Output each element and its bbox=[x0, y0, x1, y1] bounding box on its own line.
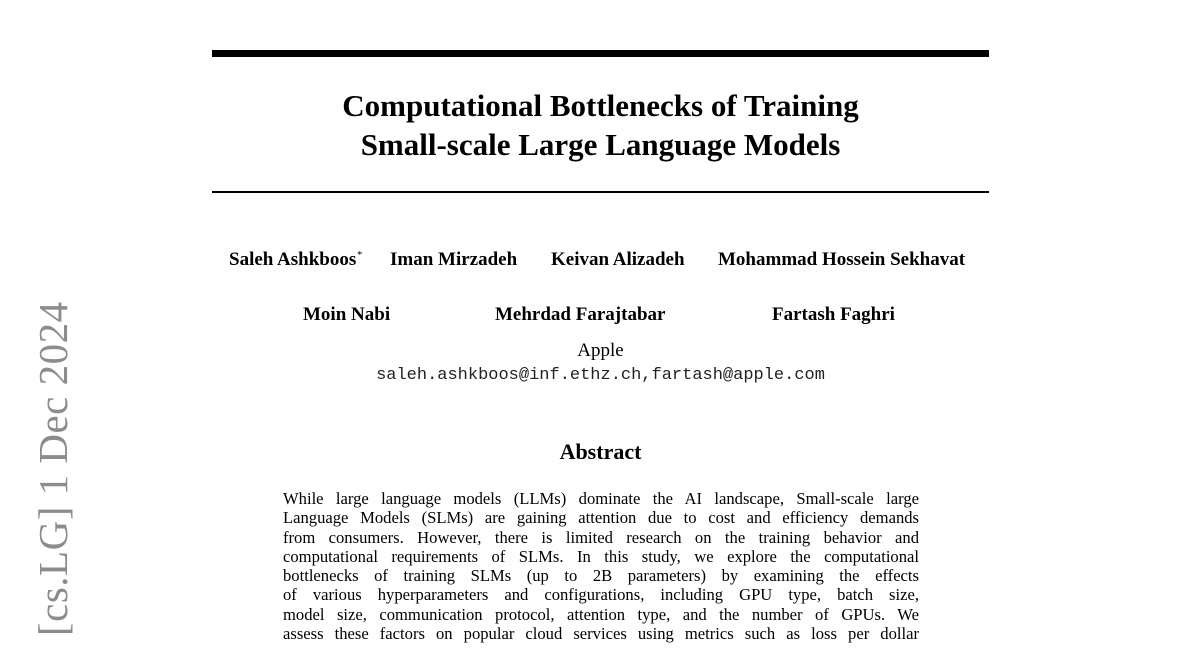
title-bottom-rule bbox=[212, 191, 989, 193]
abstract-line: While large language models (LLMs) dominate the AI landscape, Small-scale large bbox=[283, 489, 919, 508]
abstract-heading: Abstract bbox=[559, 439, 642, 464]
footnote-mark: * bbox=[357, 250, 363, 261]
abstract-line: bottlenecks of training SLMs (up to 2B parameters) by examining the effects bbox=[283, 566, 919, 586]
abstract-line: from consumers. However, there is limited research on the training behavior and bbox=[283, 527, 919, 547]
abstract-body bbox=[283, 489, 919, 643]
abstract-line: model size, communication protocol, attention type, and the number of GPUs. We bbox=[283, 604, 919, 624]
abstract-line: computational requirements of SLMs. In this study, we explore the computational bbox=[283, 546, 919, 566]
author-mehrdad-farajtabar: Mehrdad Farajtabar bbox=[495, 304, 666, 325]
author-moin-nabi: Moin Nabi bbox=[303, 304, 391, 325]
abstract-line: assess these factors on popular cloud services using metrics such as loss per dollar bbox=[283, 624, 919, 644]
paper-title bbox=[212, 86, 989, 164]
title-line-1: Computational Bottlenecks of Training bbox=[342, 88, 859, 123]
author-iman-mirzadeh: Iman Mirzadeh bbox=[390, 249, 518, 270]
author-mohammad-hossein-sekhavat: Mohammad Hossein Sekhavat bbox=[718, 249, 966, 270]
arxiv-identifier-stamp: [cs.LG] 1 Dec 2024 bbox=[30, 301, 76, 636]
author-saleh-ashkboos: Saleh Ashkboos* bbox=[229, 249, 363, 270]
title-top-rule bbox=[212, 50, 989, 57]
abstract-line: of various hyperparameters and configurations, including GPU type, batch size, bbox=[283, 585, 919, 605]
contact-emails: saleh.ashkboos@inf.ethz.ch,fartash@apple.com bbox=[376, 366, 825, 385]
abstract-line: Language Models (SLMs) are gaining attention due to cost and efficiency demands bbox=[283, 508, 919, 528]
affiliation: Apple bbox=[577, 340, 624, 361]
author-keivan-alizadeh: Keivan Alizadeh bbox=[551, 249, 685, 270]
author-fartash-faghri: Fartash Faghri bbox=[772, 304, 895, 325]
title-line-2: Small-scale Large Language Models bbox=[360, 127, 841, 162]
